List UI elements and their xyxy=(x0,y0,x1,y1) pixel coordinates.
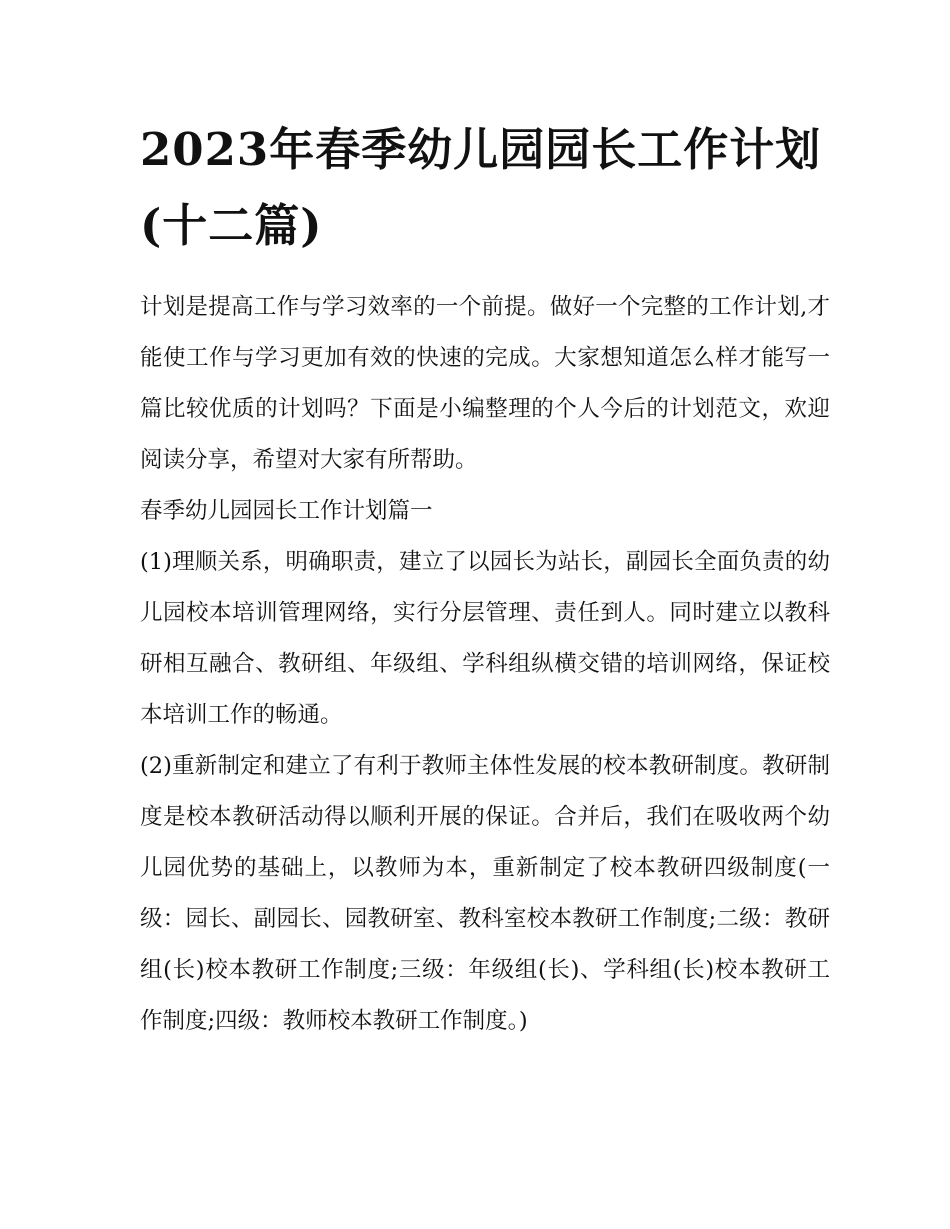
body-paragraph: (1)理顺关系，明确职责，建立了以园长为站长，副园长全面负责的幼儿园校本培训管理网络，实行分层管理、责任到人。同时建立以教科研相互融合、教研组、年级组、学科组纵横交错的培训网络，保证校本培训工作的畅通。 xyxy=(140,549,830,728)
document-title: 2023年春季幼儿园园长工作计划(十二篇) xyxy=(140,123,822,252)
body-paragraph: (2)重新制定和建立了有利于教师主体性发展的校本教研制度。教研制度是校本教研活动得以顺利开展的保证。合并后，我们在吸收两个幼儿园优势的基础上，以教师为本，重新制定了校本教研四级制度(一级：园长、副园长、园教研室、教科室校本教研工作制度;二级：教研组(长)校本教研工作制度;三级：年级组(长)、学科组(长)校本教研工作制度;四级：教师校本教研工作制度。) xyxy=(140,753,830,1034)
intro-paragraph: 计划是提高工作与学习效率的一个前提。做好一个完整的工作计划,才能使工作与学习更加有效的快速的完成。大家想知道怎么样才能写一篇比较优质的计划吗？下面是小编整理的个人今后的计划范文，欢迎阅读分享，希望对大家有所帮助。 xyxy=(140,294,830,473)
document-page xyxy=(140,112,830,1047)
section-heading: 春季幼儿园园长工作计划篇一 xyxy=(140,498,433,524)
document-body xyxy=(140,282,830,1047)
